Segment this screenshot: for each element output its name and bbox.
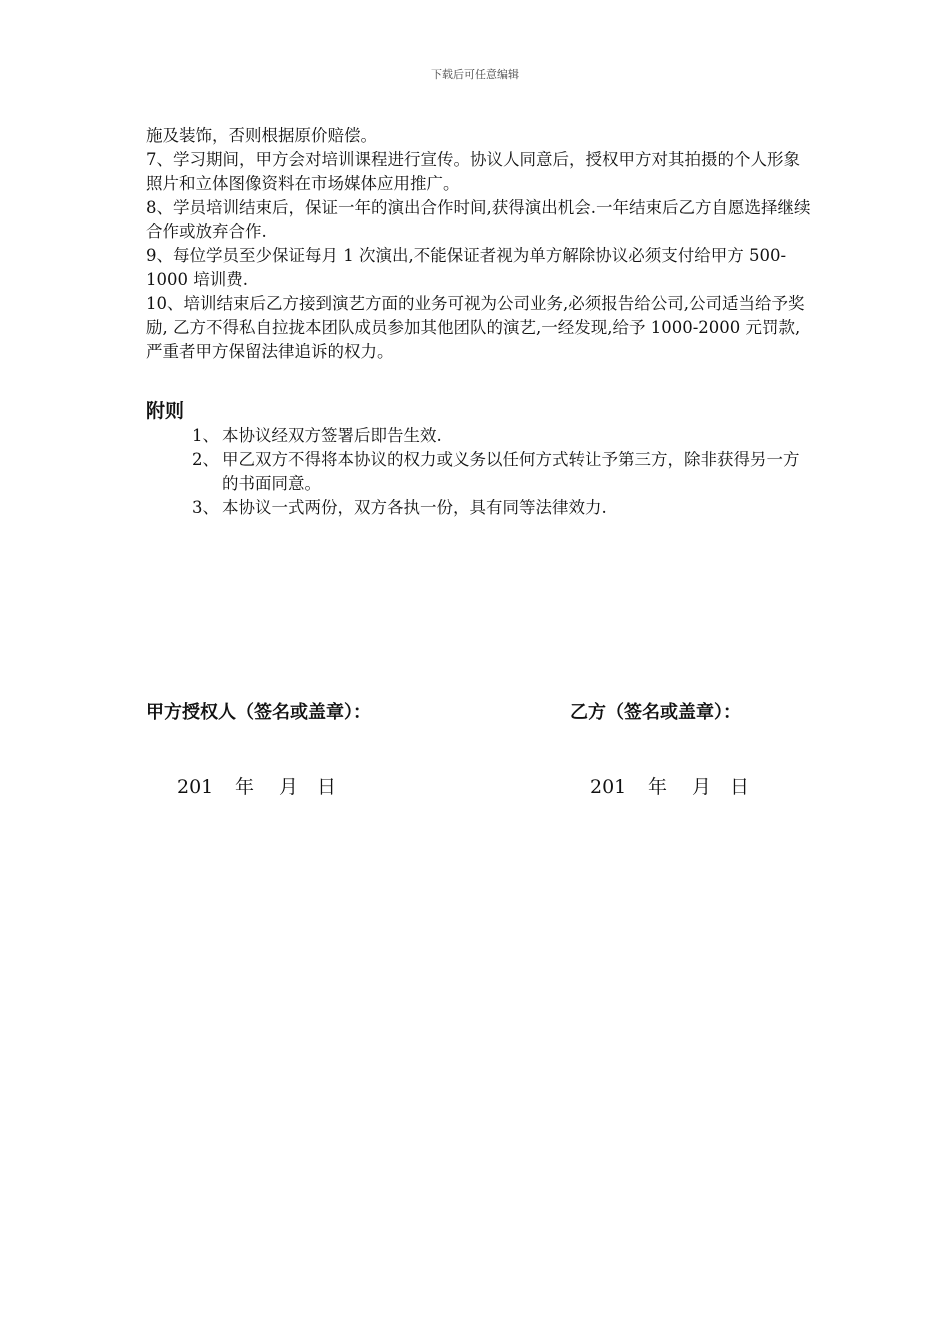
date-year: 201 (177, 776, 214, 798)
date-year-char: 年 (648, 776, 668, 798)
date-year: 201 (590, 776, 627, 798)
party-a-date (177, 772, 336, 799)
appendix-item-text: 本协议经双方签署后即告生效. (222, 426, 442, 445)
appendix-item-text: 甲乙双方不得将本协议的权力或义务以任何方式转让予第三方，除非获得另一方的书面同意。 (222, 450, 800, 493)
appendix-item (192, 496, 812, 520)
paragraph: 施及装饰，否则根据原价赔偿。 (146, 126, 377, 145)
appendix-item (192, 448, 812, 496)
party-b-signature-label: 乙方（签名或盖章）： (570, 702, 741, 723)
date-day-char: 日 (730, 776, 750, 798)
appendix-item (192, 424, 812, 448)
appendix-list (192, 424, 812, 520)
page-header: 下载后可任意编辑 (431, 68, 519, 81)
date-month-char: 月 (692, 776, 712, 798)
agreement-body (146, 124, 816, 364)
appendix-item-number: 2、 (192, 450, 219, 469)
paragraph: 10、培训结束后乙方接到演艺方面的业务可视为公司业务,必须报告给公司,公司适当给予奖励, 乙方不得私自拉拢本团队成员参加其他团队的演艺,一经发现,给予 1000-2000 元罚款,严重者甲方保留法律追诉的权力。 (146, 294, 805, 361)
paragraph: 9、每位学员至少保证每月 1 次演出,不能保证者视为单方解除协议必须支付给甲方 500-1000 培训费. (146, 246, 787, 289)
party-a-signature-label: 甲方授权人（签名或盖章）： (146, 702, 371, 723)
date-year-char: 年 (235, 776, 255, 798)
appendix-item-number: 1、 (192, 426, 219, 445)
appendix-item-number: 3、 (192, 498, 219, 517)
paragraph: 8、学员培训结束后，保证一年的演出合作时间,获得演出机会.一年结束后乙方自愿选择继续合作或放弃合作. (146, 198, 811, 241)
date-month-char: 月 (279, 776, 299, 798)
date-day-char: 日 (317, 776, 337, 798)
appendix-item-text: 本协议一式两份，双方各执一份，具有同等法律效力. (222, 498, 607, 517)
paragraph: 7、学习期间，甲方会对培训课程进行宣传。协议人同意后，授权甲方对其拍摄的个人形象照片和立体图像资料在市场媒体应用推广。 (146, 150, 800, 193)
appendix-title: 附则 (146, 400, 185, 422)
party-b-date (590, 772, 749, 799)
